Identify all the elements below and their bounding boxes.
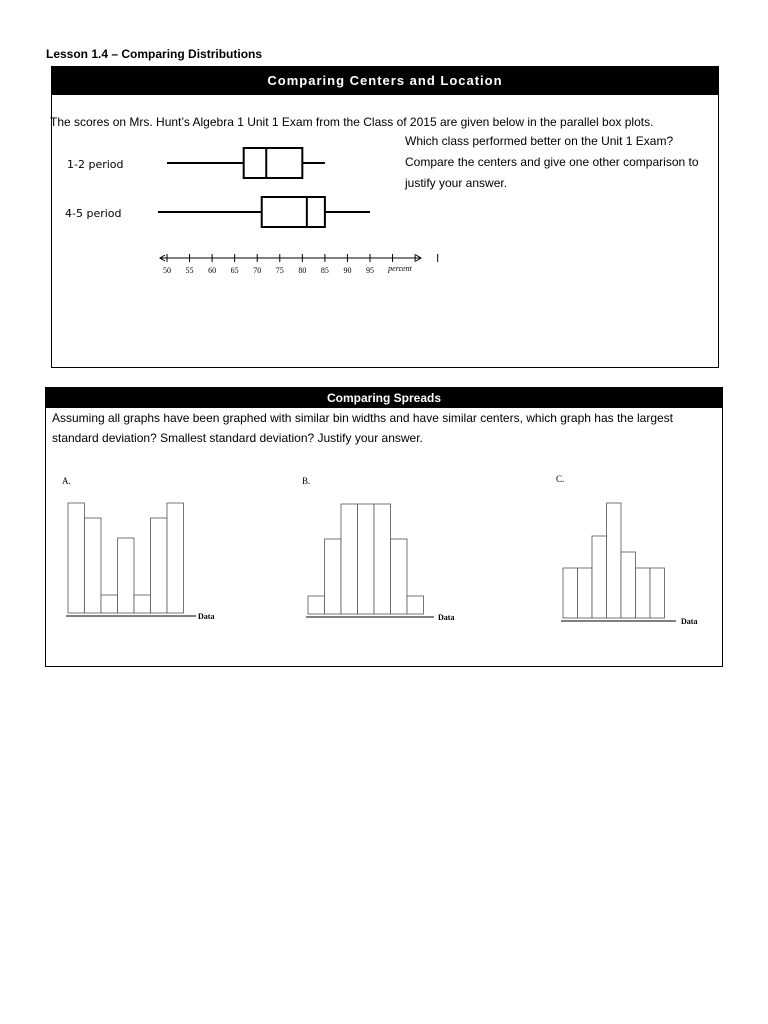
axis-tick-label: 70 <box>253 266 262 275</box>
histogram-bar <box>563 568 578 618</box>
boxplot-box <box>262 197 325 227</box>
section-centers <box>51 66 719 368</box>
histogram-bar <box>374 504 391 614</box>
histogram-xlabel: Data <box>681 617 698 626</box>
question-line: Which class performed better on the Unit 1 Exam? <box>405 134 674 148</box>
histogram-xlabel: Data <box>198 612 215 621</box>
histogram-bar <box>118 538 135 613</box>
boxplot-label-4-5-period: 4-5 period <box>65 207 122 220</box>
histogram-bar <box>358 504 375 614</box>
histogram-c-letter: C. <box>556 474 565 484</box>
histogram-bar <box>167 503 184 613</box>
histogram-bar <box>650 568 665 618</box>
axis-tick-label: 95 <box>366 266 374 275</box>
axis-tick-label: 80 <box>298 266 307 275</box>
question-line: Compare the centers and give one other comparison to <box>405 155 699 169</box>
axis-tick-label: 55 <box>185 266 194 275</box>
histogram-bar <box>85 518 102 613</box>
parallel-boxplots <box>52 67 720 369</box>
histogram-a-letter: A. <box>62 476 71 486</box>
histogram-bar <box>592 536 607 618</box>
section-spreads-header: Comparing Spreads <box>46 388 722 408</box>
histogram-bar <box>68 503 85 613</box>
intro-text: The scores on Mrs. Hunt’s Algebra 1 Unit 1 Exam from the Class of 2015 are given below in the parallel box plots. <box>50 115 654 129</box>
histogram-bar <box>151 518 168 613</box>
histogram-bar <box>391 539 408 614</box>
question-line: justify your answer. <box>405 176 508 190</box>
boxplot-box <box>244 148 303 178</box>
histogram-bar <box>134 595 151 613</box>
histogram-bar <box>308 596 325 614</box>
axis-tick-label: 65 <box>230 266 239 275</box>
histogram-bar <box>607 503 622 618</box>
axis-tick-label: 50 <box>163 266 171 275</box>
spread-question-text: Assuming all graphs have been graphed with similar bin widths and have similar centers, which graph has the largest standard deviation? Smallest standard deviation? Justify your answer. <box>52 411 673 445</box>
histogram-bar <box>325 539 342 614</box>
lesson-title: Lesson 1.4 – Comparing Distributions <box>46 47 263 61</box>
boxplot-label-1-2-period: 1-2 period <box>67 158 124 171</box>
histogram-b-letter: B. <box>302 476 311 486</box>
histograms <box>46 388 724 668</box>
section-spreads <box>45 387 723 667</box>
histogram-bar <box>407 596 424 614</box>
histogram-bar <box>341 504 358 614</box>
axis-tick-label: 75 <box>275 266 284 275</box>
histogram-bar <box>621 552 636 618</box>
histogram-bar <box>636 568 651 618</box>
axis-tick-label: 60 <box>208 266 217 275</box>
histogram-bar <box>101 595 118 613</box>
section-centers-header: Comparing Centers and Location <box>52 67 718 95</box>
histogram-xlabel: Data <box>438 613 455 622</box>
axis-tick-label: 90 <box>343 266 352 275</box>
histogram-bar <box>578 568 593 618</box>
axis-unit-label: percent <box>388 264 412 273</box>
axis-tick-label: 85 <box>320 266 329 275</box>
